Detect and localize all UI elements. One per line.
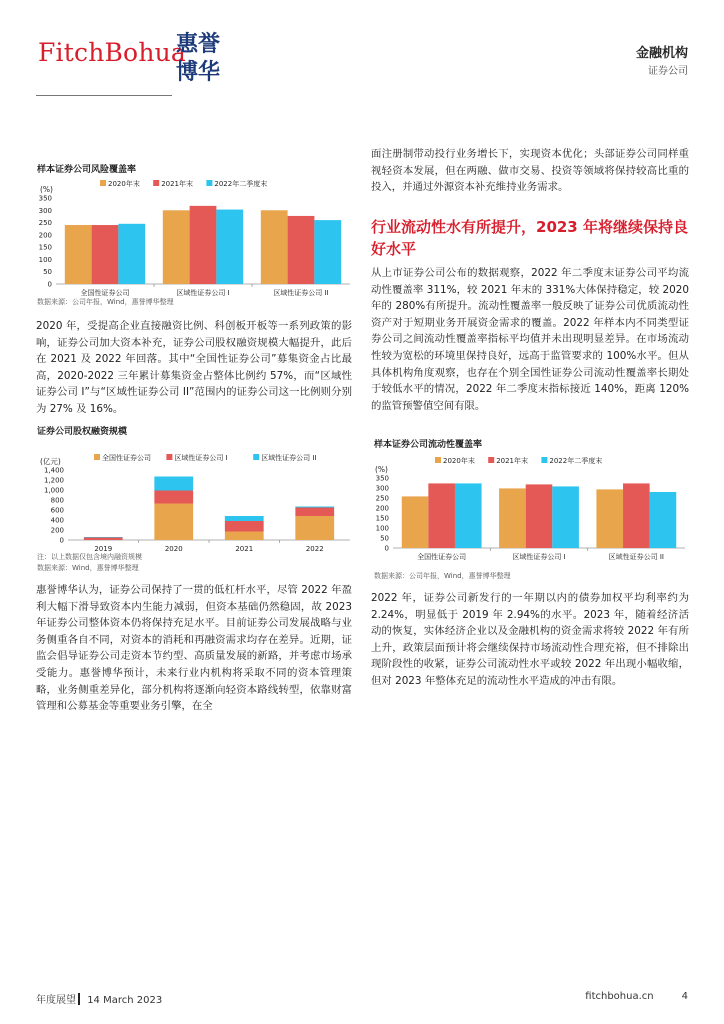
right-paragraph-2: 2022 年，证券公司新发行的一年期以内的债券加权平均利率约为 2.24%，明显低于 2019 年 2.94%的水平。2023 年，随着经济活动的恢复，实体经济企业以及金融机构的资金需求将较 2022 年有所上升，政策层面预计将会继续保持市场流动性合理充裕，但不排除出现阶段性的收紧，证券公司流动性水平或较 2022 年出现小幅收缩，但对 2023 年整体充足的流动性水平造成的冲击有限。 xyxy=(371,592,689,687)
bar-2-2 xyxy=(314,220,341,284)
y-tick-label: 300 xyxy=(375,484,389,493)
bar-0-2 xyxy=(596,489,623,548)
bar-0-1 xyxy=(499,488,526,548)
page-header xyxy=(0,0,724,100)
legend-swatch-1 xyxy=(488,457,494,463)
x-tick-label: 区域性证券公司 I xyxy=(176,289,230,297)
figure2-title: 证券公司股权融资规模 xyxy=(37,427,128,437)
legend-swatch-0 xyxy=(100,180,106,186)
bar-1-1 xyxy=(526,484,553,548)
figure2-note-1: 注：以上数据仅包含境内融资规模 xyxy=(37,553,142,561)
footer-divider xyxy=(78,993,80,1005)
legend-label-1: 区域性证券公司 I xyxy=(174,454,228,462)
x-tick-label: 全国性证券公司 xyxy=(80,289,130,297)
bar-1-2 xyxy=(288,216,315,284)
bar-1-2 xyxy=(225,521,264,532)
footer-right xyxy=(557,991,688,1002)
fitchbohua-logo: FitchBohua xyxy=(38,38,187,67)
bar-2-2 xyxy=(225,516,264,521)
bar-1-3 xyxy=(295,508,334,517)
x-tick-label: 区域性证券公司 II xyxy=(608,553,665,561)
header-section: 金融机构 xyxy=(635,46,688,61)
x-tick-label: 2019 xyxy=(94,545,113,553)
logo-seal-line-2: 博华 xyxy=(176,59,221,85)
y-tick-label: 350 xyxy=(38,194,52,203)
right-paragraph-0: 面注册制带动投行业务增长下，实现资本优化；头部证券公司同样重视轻资本发展，但在两融、做市交易、投资等领域将保持较高比重的投入，并通过外源资本补充维持业务需求。 xyxy=(371,148,689,194)
footer-date: 14 March 2023 xyxy=(87,995,163,1006)
x-tick-label: 2020 xyxy=(164,545,183,553)
y-tick-label: 1,200 xyxy=(43,476,64,485)
x-tick-label: 2022 xyxy=(305,545,324,553)
y-tick-label: 250 xyxy=(375,494,389,503)
y-tick-label: 1,000 xyxy=(43,486,64,495)
bar-0-2 xyxy=(261,210,288,284)
y-tick-label: 0 xyxy=(384,544,389,553)
legend-label-2: 2022年二季度末 xyxy=(549,457,603,465)
legend-label-2: 2022年二季度末 xyxy=(214,180,268,188)
x-tick-label: 2021 xyxy=(235,545,254,553)
figure3-note: 数据来源：公司年报，Wind，惠誉博华整理 xyxy=(374,572,511,580)
bar-0-1 xyxy=(154,504,193,541)
y-tick-label: 800 xyxy=(50,496,64,505)
bar-0-3 xyxy=(295,516,334,540)
y-tick-label: 50 xyxy=(43,268,52,277)
figure3-title: 样本证券公司流动性覆盖率 xyxy=(374,440,483,450)
bar-1-2 xyxy=(623,483,650,548)
y-tick-label: 150 xyxy=(38,243,52,252)
bar-2-0 xyxy=(84,537,123,538)
legend-label-0: 2020年末 xyxy=(108,180,140,188)
legend-label-0: 2020年末 xyxy=(443,457,475,465)
bar-0-1 xyxy=(163,210,190,284)
right-paragraph-1: 从上市证券公司公布的数据观察，2022 年二季度末证券公司平均流动性覆盖率 311%，较 2021 年末的 331%大体保持稳定，较 2020 年的 280%有所提升。流动性覆盖率一般反映了证券公司优质流动性资产对于短期业务开展资金需求的覆盖。2022 年样本内不同类型证券公司之间流动性覆盖率指标平均值并未出现明显差异。在市场流动性较为宽松的环境里保持良好，远高于监管要求的 100%水平。但从具体机构角度观察，也存在个别全国性证券公司流动性覆盖率长期处于较低水平的情况，2022 年二季度末指标接近 140%，距离 120%的监管预警值空间有限。 xyxy=(371,267,689,412)
bar-0-0 xyxy=(402,496,429,548)
bar-0-0 xyxy=(65,225,92,284)
y-tick-label: 100 xyxy=(375,524,389,533)
y-tick-label: 350 xyxy=(375,474,389,483)
y-tick-label: 0 xyxy=(59,536,64,545)
y-tick-label: 150 xyxy=(375,514,389,523)
y-axis-unit: (亿元) xyxy=(40,457,61,466)
legend-swatch-2 xyxy=(206,180,212,186)
footer-left xyxy=(36,991,162,1006)
figure1-note: 数据来源：公司年报，Wind，惠誉博华整理 xyxy=(37,298,174,306)
figure3-chart xyxy=(371,451,691,566)
y-tick-label: 100 xyxy=(38,255,52,264)
legend-swatch-1 xyxy=(153,180,159,186)
y-axis-unit: (%) xyxy=(40,185,53,194)
y-tick-label: 200 xyxy=(38,231,52,240)
left-paragraph-1: 2020 年，受提高企业直接融资比例、科创板开板等一系列政策的影响，证券公司加大资本补充，证券公司股权融资规模大幅提升，此后在 2021 及 2022 年回落。其中“全国性证券公司”募集资金占比最高，2020-2022 三年累计募集资金占整体比例约 57%，而“区域性证券公司 I”与“区域性证券公司 II”范围内的证券公司这一比例则分别为 27% 及 16%。 xyxy=(36,320,352,415)
bar-2-2 xyxy=(650,492,677,548)
header-subsection: 证券公司 xyxy=(648,66,688,77)
bar-2-3 xyxy=(295,507,334,508)
y-tick-label: 200 xyxy=(50,526,64,535)
y-tick-label: 400 xyxy=(50,516,64,525)
x-tick-label: 区域性证券公司 I xyxy=(512,553,566,561)
y-tick-label: 50 xyxy=(380,534,389,543)
legend-swatch-0 xyxy=(435,457,441,463)
figure2-chart xyxy=(36,448,356,558)
y-tick-label: 200 xyxy=(375,504,389,513)
footer-label: 年度展望 xyxy=(36,995,76,1006)
figure1-title: 样本证券公司风险覆盖率 xyxy=(37,165,137,175)
legend-swatch-1 xyxy=(166,454,172,460)
bar-2-1 xyxy=(154,477,193,491)
bar-1-0 xyxy=(428,483,455,548)
y-tick-label: 300 xyxy=(38,206,52,215)
footer-site[interactable]: fitchbohua.cn xyxy=(585,991,654,1002)
page-number: 4 xyxy=(681,991,688,1002)
logo-seal-line-1: 惠誉 xyxy=(176,31,221,57)
bar-1-1 xyxy=(154,491,193,504)
bar-2-0 xyxy=(118,224,145,284)
bar-2-1 xyxy=(552,486,579,548)
legend-label-2: 区域性证券公司 II xyxy=(261,454,317,462)
bar-1-0 xyxy=(92,225,119,284)
y-axis-unit: (%) xyxy=(375,465,388,474)
y-tick-label: 250 xyxy=(38,219,52,228)
bar-2-1 xyxy=(216,210,243,284)
header-rule xyxy=(36,95,172,96)
legend-swatch-2 xyxy=(253,454,259,460)
left-paragraph-2: 惠誉博华认为，证券公司保持了一贯的低杠杆水平，尽管 2022 年盈利大幅下滑导致资本内生能力减弱，但资本基础仍然稳固，故 2023 年证券公司整体资本仍将保持充足水平。目前证券公司发展战略与业务侧重各自不同，对资本的消耗和再融资需求均存在差异。近期，证监会倡导证券公司走资本节约型、高质量发展的新路，并考虑市场承受能力。惠誉博华预计，未来行业内机构将采取不同的资本管理策略，业务侧重差异化，部分机构将逐渐向轻资本路线转型，依靠财富管理和公募基金等重要业务引擎，在全 xyxy=(36,584,352,713)
bar-2-0 xyxy=(455,483,482,548)
y-tick-label: 600 xyxy=(50,506,64,515)
y-tick-label: 0 xyxy=(47,280,52,289)
legend-label-1: 2021年末 xyxy=(161,180,194,188)
figure2-note-2: 数据来源：Wind，惠誉博华整理 xyxy=(37,564,139,572)
legend-swatch-0 xyxy=(94,454,100,460)
x-tick-label: 区域性证券公司 II xyxy=(273,289,329,297)
bar-1-0 xyxy=(84,538,123,541)
bar-0-2 xyxy=(225,532,264,541)
bar-1-1 xyxy=(190,206,217,284)
y-tick-label: 1,400 xyxy=(43,466,64,475)
x-tick-label: 全国性证券公司 xyxy=(417,553,467,561)
figure1-chart xyxy=(36,172,356,302)
section-heading: 行业流动性水有所提升，2023 年将继续保持良好水平 xyxy=(371,218,688,258)
legend-swatch-2 xyxy=(541,457,547,463)
legend-label-0: 全国性证券公司 xyxy=(102,454,151,462)
legend-label-1: 2021年末 xyxy=(496,457,529,465)
logo-seal xyxy=(176,30,234,92)
